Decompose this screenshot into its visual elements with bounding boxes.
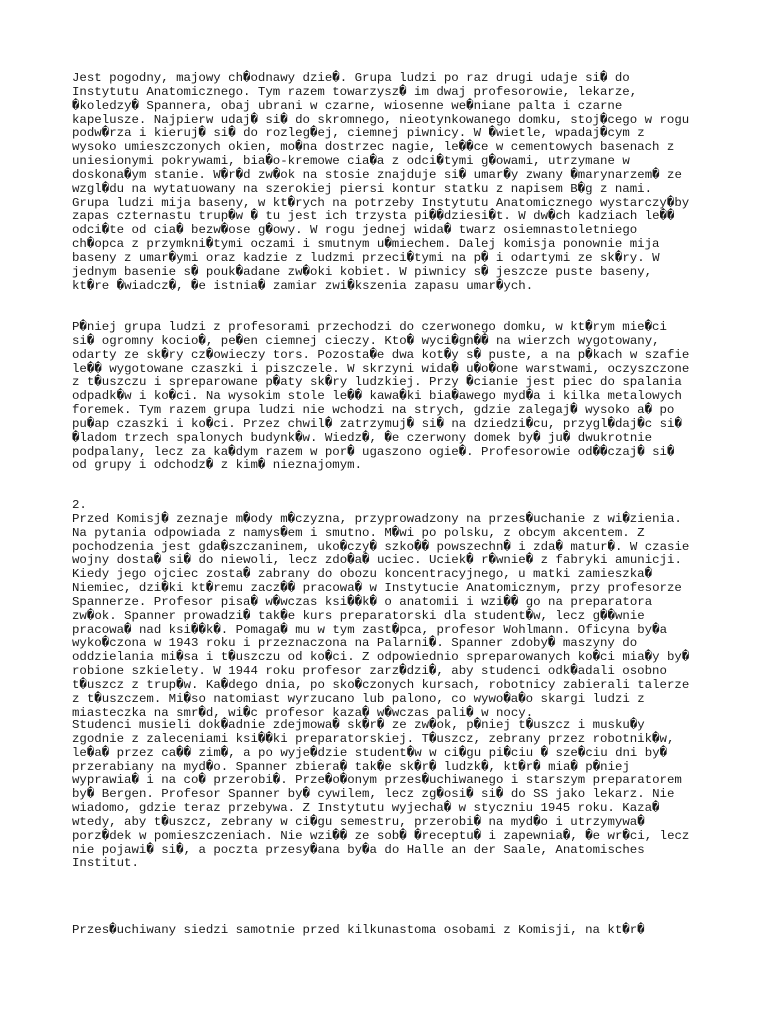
paragraph-students-soap: Studenci musieli dok�adnie zdejmowa� sk�r� ze zw�ok, p�niej t�uszcz i musku�y zgodnie z zaleceniami ksi��ki preparatorskiej. T�uszcz, zebrany przez robotnik�w, le�a� przez ca�� zim�, a po wyje�dzie student�w w ci�gu pi�ciu � sze�ciu dni by� przerabiany na myd�o. Spanner zbiera� tak�e sk�r� ludzk�, kt�r� mia� p�niej wyprawia� i na co� przerobi�. Prze�o�onym przes�uchiwanego i starszym preparatorem by� Bergen. Profesor Spanner by� cywilem, lecz zg�osi� si� do SS jako lekarz. Nie wiadomo, gdzie teraz przebywa. Z Instytutu wyjecha� w styczniu 1945 roku. Kaza� wtedy, aby t�uszcz, zebrany w ci�gu semestru, przerobi� na myd�o i utrzymywa� porz�dek w pomieszczeniach. Nie wzi�� ze sob� �receptu� i zapewnia�, �e wr�ci, lecz nie pojawi� si�, a poczta przesy�ana by�a do Halle an der Saale, Anatomisches Institut. [72,718,690,871]
paragraph-testimony-section-2: 2. Przed Komisj� zeznaje m�ody m�czyzna, przyprowadzony na przes�uchanie z wi�zienia. Na pytania odpowiada z namys�em i smutno. M�wi po polsku, z obcym akcentem. Z pochodzenia jest gda�szczaninem, uko�czy� szko�� powszechn� i zda� matur�. W czasie wojny dosta� si� do niewoli, lecz zdo�a� uciec. Uciek� r�wnie� z fabryki amunicji. Kiedy jego ojciec zosta� zabrany do obozu koncentracyjnego, u matki zamieszka� Niemiec, dzi�ki kt�remu zacz�� pracowa� w Instytucie Anatomicznym, przy profesorze Spannerze. Profesor pisa� w�wczas ksi��k� o anatomii i wzi�� go na preparatora zw�ok. Spanner prowadzi� tak�e kurs preparatorski dla student�w, lecz g��wnie pracowa� nad ksi��k�. Pomaga� mu w tym zast�pca, profesor Wohlmann. Oficyna by�a wyko�czona w 1943 roku i przeznaczona na Palarni�. Spanner zdoby� maszyny do oddzielania mi�sa i t�uszczu od ko�ci. Z odpowiednio spreparowanych ko�ci mia�y by� robione szkielety. W 1944 roku profesor zarz�dzi�, aby studenci odk�adali osobno t�uszcz z trup�w. Ka�dego dnia, po sko�czonych kursach, robotnicy zabierali talerze z t�uszczem. Mi�so natomiast wyrzucano lub palono, co wywo�a�o skargi ludzi z miasteczka na smr�d, wi�c profesor kaza� w�wczas pali� w nocy. [72,498,690,720]
paragraph-interrogated-alone: Przes�uchiwany siedzi samotnie przed kilkunastoma osobami z Komisji, na kt�r� [72,923,645,937]
paragraph-red-house: P�niej grupa ludzi z profesorami przechodzi do czerwonego domku, w kt�rym mie�ci si� ogromny kocio�, pe�en ciemnej cieczy. Kto� wyci�gn�� na wierzch wygotowany, odarty ze sk�ry cz�owieczy tors. Pozosta�e dwa kot�y s� puste, a na p�kach w szafie le�� wygotowane czaszki i piszczele. W skrzyni wida� u�o�one warstwami, oczyszczone z t�uszczu i spreparowane p�aty sk�ry ludzkiej. Przy �cianie jest piec do spalania odpadk�w i ko�ci. Na wysokim stole le�� kawa�ki bia�awego myd�a i kilka metalowych foremek. Tym razem grupa ludzi nie wchodzi na strych, gdzie zalegaj� wysoko a� po pu�ap czaszki i ko�ci. Przez chwil� zatrzymuj� si� na dziedzi�cu, przygl�daj�c si� �ladom trzech spalonych budynk�w. Wiedz�, �e czerwony domek by� ju� dwukrotnie podpalany, lecz za ka�dym razem w por� ugaszono ogie�. Profesorowie od��czaj� si� od grupy i odchodz� z kim� nieznajomym. [72,320,690,473]
paragraph-cellar-visit: Jest pogodny, majowy ch�odnawy dzie�. Grupa ludzi po raz drugi udaje si� do Instytutu Anatomicznego. Tym razem towarzysz� im dwaj profesorowie, lekarze, �koledzy� Spannera, obaj ubrani w czarne, wiosenne we�niane palta i czarne kapelusze. Najpierw udaj� si� do skromnego, nieotynkowanego domku, stoj�cego w rogu podw�rza i kieruj� si� do rozleg�ej, ciemnej piwnicy. W �wietle, wpadaj�cym z wysoko umieszczonych okien, mo�na dostrzec nagie, le��ce w cementowych basenach z uniesionymi pokrywami, bia�o-kremowe cia�a z odci�tymi g�owami, utrzymane w doskona�ym stanie. W�r�d zw�ok na stosie znajduje si� umar�y zwany �marynarzem� ze wzgl�du na wytatuowany na szerokiej piersi kontur statku z napisem B�g z nami. Grupa ludzi mija baseny, w kt�rych na potrzeby Instytutu Anatomicznego wystarczy�by zapas czternastu trup�w � tu jest ich trzysta pi��dziesi�t. W dw�ch kadziach le�� odci�te od cia� bezw�ose g�owy. W rogu jednej wida� twarz osiemnastoletniego ch�opca z przymkni�tymi oczami i smutnym u�miechem. Dalej komisja ponownie mija baseny z umar�ymi oraz kadzie z ludzmi przeci�tymi na p� i odartymi ze sk�ry. W jednym basenie s� pouk�adane zw�oki kobiet. W piwnicy s� jeszcze puste baseny, kt�re �wiadcz�, �e istnia� zamiar zwi�kszenia zapasu umar�ych. [72,71,690,293]
